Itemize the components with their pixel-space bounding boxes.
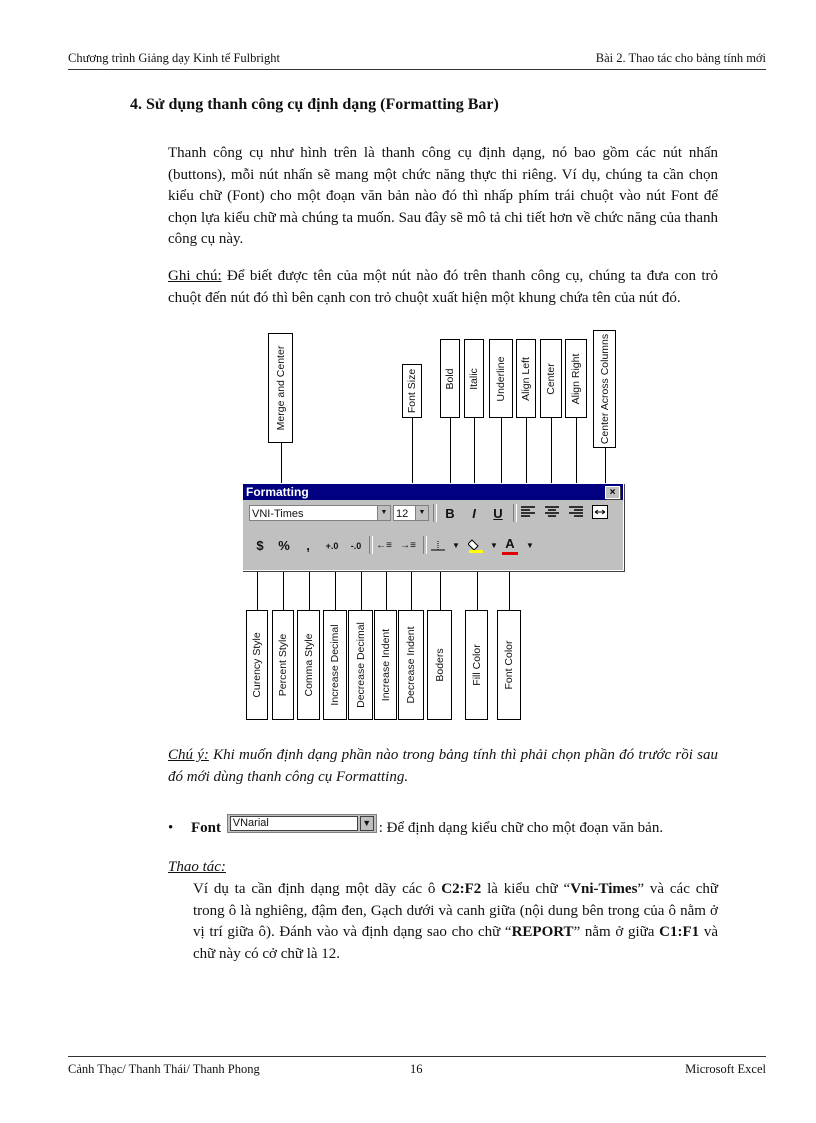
callout-label: Center <box>540 339 562 418</box>
callout-label: Decrease Indent <box>398 610 424 720</box>
page-header <box>68 51 766 70</box>
callout-label: Align Left <box>516 339 536 418</box>
procedure-paragraph: Ví dụ ta cần định dạng một dãy các ô C2:F2 là kiểu chữ “Vni-Times” và các chữ trong ô là nghiêng, đậm đen, Gạch dưới và canh giữa (nội dung bên trong của ô nằm ở vị trí giữa ô). Đánh vào và định dạng sao cho chữ “REPORT” nằm ở giữa C1:F1 và chữ này có cở chữ là 12. <box>193 881 718 962</box>
chevron-down-icon[interactable]: ▼ <box>526 541 534 550</box>
callout-label: Percent Style <box>272 610 294 720</box>
page-number: 16 <box>410 1062 423 1076</box>
merge-center-icon <box>592 505 608 519</box>
align-center-icon <box>545 506 559 518</box>
chevron-down-icon[interactable]: ▼ <box>452 541 460 550</box>
page-footer <box>68 1056 766 1078</box>
bold-button[interactable]: B <box>445 506 455 521</box>
font-select[interactable] <box>249 505 391 521</box>
font-select-value: VNI-Times <box>252 508 304 520</box>
font-color-icon: A <box>505 536 515 551</box>
currency-style-button[interactable]: $ <box>256 538 264 553</box>
fill-color-icon <box>468 537 484 553</box>
callout-label: Curency Style <box>246 610 268 720</box>
decrease-indent-button[interactable]: →≡ <box>400 540 416 551</box>
procedure-label: Thao tác: <box>168 859 226 875</box>
callout-label: Comma Style <box>297 610 320 720</box>
callout-label: Increase Indent <box>374 610 397 720</box>
bullet: • <box>168 820 174 836</box>
comma-style-button[interactable]: , <box>306 538 310 553</box>
chevron-down-icon: ▼ <box>415 506 428 520</box>
procedure-label-row <box>168 857 718 879</box>
font-color-button[interactable] <box>501 535 519 553</box>
fill-color-button[interactable] <box>467 537 485 555</box>
borders-button[interactable] <box>429 537 447 555</box>
callout-label: Decrease Decimal <box>348 610 373 720</box>
callout-label: Font Color <box>497 610 521 720</box>
align-left-button[interactable] <box>519 505 537 523</box>
borders-icon <box>431 537 445 551</box>
font-combo-value: VNarial <box>230 816 358 831</box>
callout-label: Font Size <box>402 364 422 418</box>
chevron-down-icon: ▼ <box>360 816 374 831</box>
header-left: Chương trình Giảng dạy Kinh tế Fulbright <box>68 51 280 65</box>
callout-label: Align Right <box>565 339 587 418</box>
chevron-down-icon: ▼ <box>377 506 390 520</box>
note-paragraph <box>168 266 718 309</box>
header-right: Bài 2. Thao tác cho bảng tính mới <box>595 51 766 65</box>
italic-button[interactable]: I <box>472 506 476 521</box>
close-icon[interactable]: × <box>605 486 620 499</box>
section-heading: 4. Sử dụng thanh công cụ định dạng (Formatting Bar) <box>130 96 499 113</box>
font-item-label: Font <box>191 820 222 836</box>
callout-label: Italic <box>464 339 484 418</box>
font-item <box>168 818 728 840</box>
chevron-down-icon[interactable]: ▼ <box>490 541 498 550</box>
intro-paragraph: Thanh công cụ như hình trên là thanh công cụ định dạng, nó bao gồm các nút nhấn (buttons), mỗi nút nhấn sẽ mang một chức năng thực thi riêng. Ví dụ, chúng ta cần chọn kiểu chữ (Font) cho một đoạn văn bản nào đó thì nhấp phím trái chuột vào nút Font để chọn lựa kiểu chữ mà chúng ta muốn. Sau đây sẽ mô tả chi tiết hơn về chức năng của thanh công cụ này. <box>168 145 718 247</box>
increase-indent-button[interactable]: ←≡ <box>376 540 392 551</box>
increase-decimal-button[interactable]: +.0 <box>325 541 339 551</box>
callout-label: Center Across Columns <box>593 330 616 448</box>
percent-style-button[interactable]: % <box>278 538 290 553</box>
footer-authors: Cảnh Thạc/ Thanh Thái/ Thanh Phong <box>68 1062 260 1076</box>
toolbar-title: Formatting <box>243 484 623 500</box>
footer-right: Microsoft Excel <box>685 1062 766 1076</box>
center-button[interactable] <box>543 505 561 523</box>
callout-label: Increase Decimal <box>323 610 347 720</box>
caution-paragraph <box>168 745 718 788</box>
caution-text: Khi muốn định dạng phần nào trong bảng tính thì phải chọn phần đó trước rồi sau đó mới dùng thanh công cụ Formatting. <box>168 747 718 785</box>
callout-label: Bold <box>440 339 460 418</box>
underline-button[interactable]: U <box>493 506 503 521</box>
caution-label: Chú ý: <box>168 747 209 763</box>
font-combo-sample[interactable] <box>227 814 377 833</box>
align-right-button[interactable] <box>567 505 585 523</box>
callout-label: Boders <box>427 610 452 720</box>
center-across-columns-button[interactable] <box>591 505 609 523</box>
align-right-icon <box>569 506 583 518</box>
align-left-icon <box>521 506 535 518</box>
font-size-value: 12 <box>396 508 409 520</box>
formatting-toolbar <box>242 483 624 571</box>
font-size-select[interactable] <box>393 505 429 521</box>
callout-label: Merge and Center <box>268 333 293 443</box>
note-text: Để biết được tên của một nút nào đó trên thanh công cụ, chúng ta đưa con trỏ chuột đến nút đó thì bên cạnh con trỏ chuột xuất hiện một khung chứa tên của nút đó. <box>168 268 719 306</box>
note-label: Ghi chú: <box>168 268 222 284</box>
font-item-text: : Để định dạng kiểu chữ cho một đoạn văn bản. <box>378 820 664 836</box>
callout-label: Underline <box>489 339 513 418</box>
decrease-decimal-button[interactable]: -.0 <box>350 541 362 551</box>
callout-label: Fill Color <box>465 610 488 720</box>
